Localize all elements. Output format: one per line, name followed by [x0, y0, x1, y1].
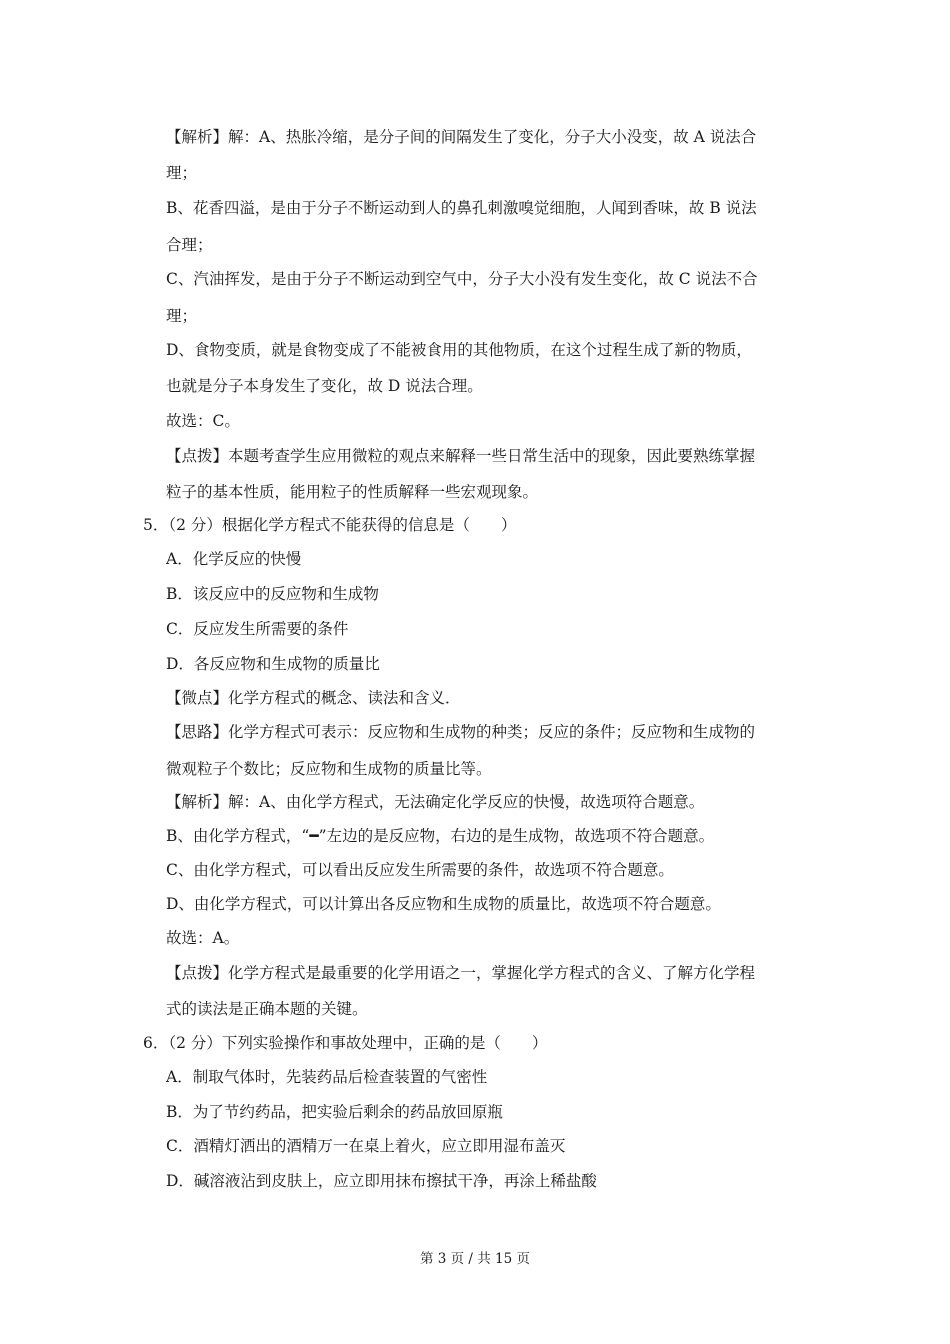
text-line: D、由化学方程式，可以计算出各反应物和生成物的质量比，故选项不符合题意。 [166, 895, 721, 913]
text-line: 理； [166, 164, 198, 182]
question-6-stem: 6．（2 分）下列实验操作和事故处理中，正确的是（ ） [143, 1034, 548, 1052]
text-line: D、食物变质，就是食物变成了不能被食用的其他物质，在这个过程生成了新的物质， [166, 341, 752, 359]
text-line: 【解析】解：A、热胀冷缩，是分子间的间隔发生了变化，分子大小没变，故 A 说法合 [166, 128, 757, 146]
text-line: 【思路】化学方程式可表示：反应物和生成物的种类；反应的条件；反应物和生成物的 [166, 723, 756, 741]
text-line: 【点拨】本题考查学生应用微粒的观点来解释一些日常生活中的现象，因此要熟练掌握 [166, 447, 756, 465]
text-line: C、汽油挥发，是由于分子不断运动到空气中，分子大小没有发生变化，故 C 说法不合 [166, 270, 758, 288]
page-footer: 第 3 页 / 共 15 页 [419, 1251, 531, 1267]
text-line: 故选：C。 [166, 412, 240, 430]
text-line: B、由化学方程式，“━”左边的是反应物，右边的是生成物，故选项不符合题意。 [166, 827, 715, 845]
question-5-stem: 5．（2 分）根据化学方程式不能获得的信息是（ ） [143, 516, 517, 534]
question-5-option-a: A．化学反应的快慢 [166, 550, 302, 568]
text-line: 理； [166, 307, 198, 325]
text-line: 【解析】解：A、由化学方程式，无法确定化学反应的快慢，故选项符合题意。 [166, 793, 705, 811]
question-6-option-b: B．为了节约药品，把实验后剩余的药品放回原瓶 [166, 1103, 503, 1121]
text-line: 合理； [166, 236, 213, 254]
text-line: C、由化学方程式，可以看出反应发生所需要的条件，故选项不符合题意。 [166, 861, 674, 879]
question-6-option-d: D．碱溶液沾到皮肤上，应立即用抹布擦拭干净，再涂上稀盐酸 [166, 1172, 597, 1190]
text-line: 粒子的基本性质，能用粒子的性质解释一些宏观现象。 [166, 483, 539, 501]
question-5-option-b: B．该反应中的反应物和生成物 [166, 585, 379, 603]
text-line: B、花香四溢，是由于分子不断运动到人的鼻孔刺激嗅觉细胞，人闻到香味，故 B 说法 [166, 199, 757, 217]
text-line: 式的读法是正确本题的关键。 [166, 1000, 368, 1018]
question-6-option-a: A．制取气体时，先装药品后检查装置的气密性 [166, 1068, 488, 1086]
question-5-option-c: C．反应发生所需要的条件 [166, 620, 349, 638]
question-5-option-d: D．各反应物和生成物的质量比 [166, 655, 380, 673]
text-line: 故选：A。 [166, 929, 240, 947]
text-line: 也就是分子本身发生了变化，故 D 说法合理。 [166, 377, 483, 395]
question-6-option-c: C．酒精灯洒出的酒精万一在桌上着火，应立即用湿布盖灭 [166, 1137, 566, 1155]
text-line: 【点拨】化学方程式是最重要的化学用语之一，掌握化学方程式的含义、了解方化学程 [166, 964, 756, 982]
text-line: 微观粒子个数比；反应物和生成物的质量比等。 [166, 760, 492, 778]
text-line: 【微点】化学方程式的概念、读法和含义． [166, 689, 461, 707]
